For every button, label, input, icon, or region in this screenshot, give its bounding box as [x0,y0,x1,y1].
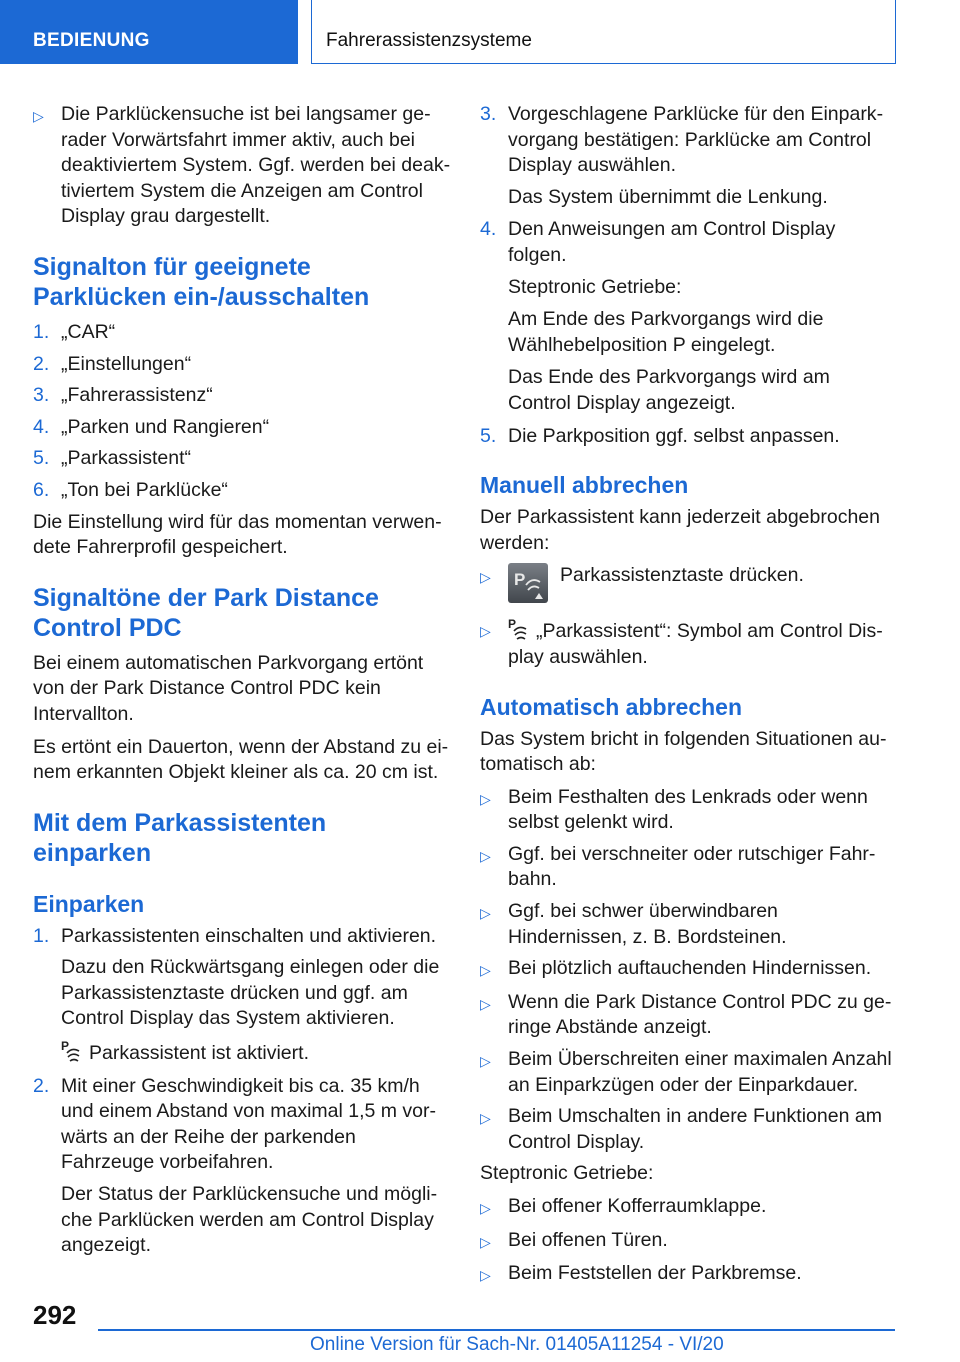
step-text: „CAR“ [61,320,116,343]
heading-einparken: Einparken [33,890,145,917]
bullet-marker: ▷ [33,108,44,124]
step-detail: Das Ende des Parkvorgangs wird am Control Display angezeigt. [508,366,830,414]
list-item [480,785,898,836]
icon-caption: Parkassistent ist aktiviert. [89,1042,309,1065]
list-item [480,1228,898,1256]
heading-pdc: Signaltöne der Park Distance Control PDC [33,583,379,642]
bullet-marker: ▷ [480,790,491,807]
list-item [33,415,451,441]
step-text: Den Anweisungen am Control Display folgen. [508,218,836,266]
bullet-text: Beim Festhalten des Lenkrads oder wenn selbst gelenkt wird. [508,785,868,834]
steptronic-list [480,1194,898,1289]
list-item [480,1047,898,1098]
step-number: 3. [33,384,50,407]
list-item [480,1104,898,1155]
steptronic-label: Steptronic Getriebe: [480,1162,654,1185]
bullet-marker: ▷ [480,905,491,922]
bullet-marker: ▷ [480,995,491,1012]
chapter-title: Fahrerassistenzsysteme [311,0,896,64]
section-tab: BEDIENUNG [0,0,298,64]
list-item [480,424,898,450]
list-item [480,563,898,603]
step-detail: Der Status der Parklückensuche und mögliche Parklücken werden am Control Display angezeigt. [61,1183,438,1257]
profile-note: Die Einstellung wird für das momentan verwendete Fahrerprofil gespeichert. [33,510,442,559]
step-number: 1. [33,924,50,947]
bullet-marker: ▷ [480,1233,491,1250]
park-assist-button-icon [508,563,548,603]
list-item [33,478,451,504]
list-item [480,990,898,1041]
page-number: 292 [33,1300,77,1330]
bullet-text: Beim Feststellen der Parkbremse. [508,1262,802,1285]
bullet-marker: ▷ [480,1110,491,1127]
step-text: „Parkassistent“ [61,447,192,470]
list-item [480,102,898,179]
bullet-text: Wenn die Park Distance Control PDC zu geringe Abstände anzeigt. [508,990,892,1039]
step-number: 5. [33,447,50,470]
auto-list [480,785,898,1156]
step-number: 2. [33,1074,50,1097]
heading-manuell: Manuell abbrechen [480,472,689,499]
step-detail: Dazu den Rückwärtsgang einlegen oder die Parkassistenztaste drücken und ggf. am Control Display das System aktivieren. [61,956,440,1030]
pdc-paragraph-2: Es ertönt ein Dauerton, wenn der Abstand zu einem erkannten Objekt kleiner als ca. 20 cm ist. [33,735,449,784]
step-number: 4. [480,218,497,241]
right-column [480,102,898,1295]
step-detail: Steptronic Getriebe: [508,275,682,298]
step-text: Parkassistenten einschalten und aktivieren. [61,924,437,947]
step-number: 4. [33,415,50,438]
list-item [480,1261,898,1289]
bullet-marker: ▷ [480,847,491,864]
bullet-marker: ▷ [480,569,491,586]
step-text: „Parken und Rangieren“ [61,415,270,438]
list-item [480,217,898,268]
bullet-text: Beim Überschreiten einer maximalen Anzahl an Einparkzügen oder der Einparkdauer. [508,1048,892,1096]
park-assist-icon [61,1039,83,1063]
bullet-marker: ▷ [480,1267,491,1284]
pdc-paragraph-1: Bei einem automatischen Parkvorgang ertönt von der Park Distance Control PDC kein Intervallton. [33,651,424,725]
step-text: Die Parkposition ggf. selbst anpassen. [508,424,840,447]
step-number: 6. [33,478,50,501]
list-item [33,320,451,346]
step-text: Mit einer Geschwindigkeit bis ca. 35 km/h und einem Abstand von maximal 1,5 m vorwärts an der Reihe der parkenden Fahrzeuge vorbeifahren. [61,1074,437,1174]
manuell-paragraph: Der Parkassistent kann jederzeit abgebrochen werden: [480,506,880,554]
step-number: 3. [480,103,497,125]
svg-text:P: P [514,570,526,590]
list-item [33,446,451,472]
steps-list [33,320,451,504]
bullet-marker: ▷ [480,1053,491,1070]
bullet-text: Ggf. bei verschneiter oder rutschiger Fahrbahn. [508,842,876,891]
list-item [480,899,898,950]
step-detail: Das System übernimmt die Lenkung. [508,185,828,208]
bullet-text: Bei offenen Türen. [508,1228,668,1251]
step-number: 5. [480,424,497,447]
park-assist-icon [508,617,530,641]
step-icon-line [33,1039,451,1067]
bullet-text: Beim Umschalten in andere Funktionen am Control Display. [508,1105,882,1153]
list-item [480,956,898,984]
intro-bullet-text: Die Parklückensuche ist bei langsamer gerader Vorwärtsfahrt immer aktiv, auch bei deaktiviertem System. Ggf. werden bei deaktiviertem System die Anzeigen am Control Display grau dargestellt. [61,103,451,228]
svg-text:P: P [508,617,517,632]
footer-divider [98,1329,895,1331]
auto-paragraph: Das System bricht in folgenden Situationen automatisch ab: [480,727,887,776]
list-item [480,1194,898,1222]
step-number: 1. [33,320,50,343]
step-text: Vorgeschlagene Parklücke für den Einparkvorgang bestätigen: Parklücke am Control Display auswählen. [508,103,884,177]
step-number: 2. [33,352,50,375]
heading-mit-parkassistent: Mit dem Parkassistenten einparken [33,808,327,867]
list-item [480,617,898,670]
intro-bullet [33,102,451,230]
heading-automatisch: Automatisch abbrechen [480,693,742,720]
left-column [33,102,451,1266]
bullet-text: „Parkassistent“: Symbol am Control Display auswählen. [508,620,883,668]
step-text: „Einstellungen“ [61,352,192,375]
bullet-marker: ▷ [480,962,491,979]
step-text: „Ton bei Parklücke“ [61,478,228,501]
footer-online-version: Online Version für Sach-Nr. 01405A11254 - VI/20 [310,1334,724,1355]
bullet-marker: ▷ [480,1200,491,1216]
heading-signalton: Signalton für geeignete Parklücken ein-/ausschalten [33,252,370,311]
bullet-text: Bei offener Kofferraumklappe. [508,1195,767,1217]
list-item [33,383,451,409]
step-text: „Fahrerassistenz“ [61,384,213,407]
list-item [480,842,898,893]
list-item [33,352,451,378]
list-item [33,924,451,950]
step-detail: Am Ende des Parkvorgangs wird die Wählhebelposition P eingelegt. [508,308,824,356]
bullet-marker: ▷ [480,623,491,640]
bullet-text: Ggf. bei schwer überwindbaren Hindernissen, z. B. Bordsteinen. [508,900,787,948]
svg-text:P: P [61,1039,70,1054]
bullet-text: Parkassistenztaste drücken. [560,564,804,587]
list-item [33,1074,451,1176]
bullet-text: Bei plötzlich auftauchenden Hindernissen. [508,957,872,980]
